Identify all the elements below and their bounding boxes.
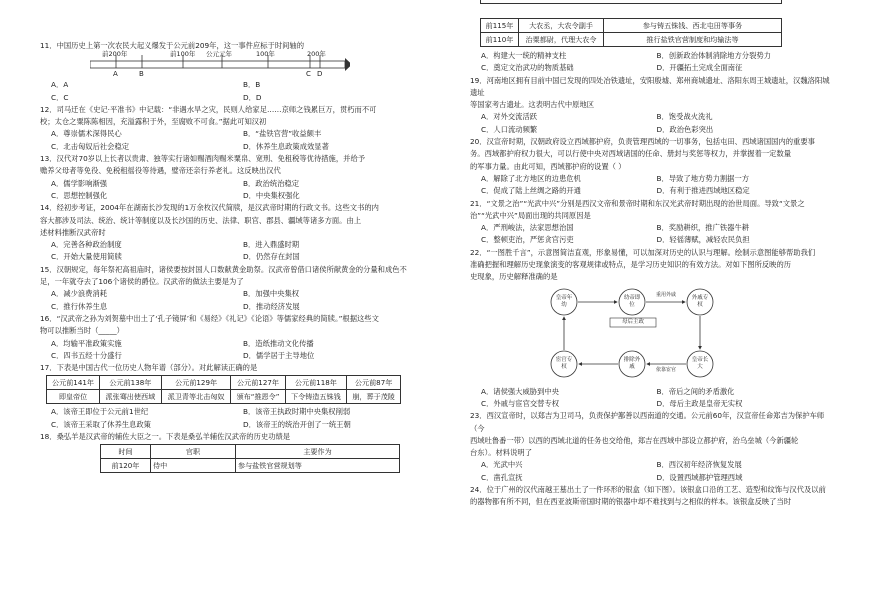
diagram-edge-label: 母后主政 [621,318,644,325]
option-a[interactable]: A．诸侯强大威胁到中央 [481,386,559,396]
option-a[interactable]: A．A [51,80,69,90]
option-a[interactable]: A．均输平准政策实施 [51,338,122,348]
table-cell: 推行盐铁官营制度和均输法等 [604,33,782,47]
option-d[interactable]: D．推动经济发展 [243,301,300,311]
question-18-table [100,444,400,473]
timeline-axis [90,52,350,79]
timeline-bar [90,61,345,68]
option-d[interactable]: D．该帝王的统治开创了一统王朝 [243,419,351,429]
timeline-tick-label: 前100年 [170,50,196,59]
question-20-options [470,173,832,198]
timeline-letter: B [139,70,144,79]
table-cell: 公元前127年 [231,376,285,390]
table-row [481,33,782,47]
table-cell: 下令铸造五铢钱 [285,390,347,404]
option-b[interactable]: B．加强中央集权 [243,289,300,299]
option-a[interactable]: A．对外交流活跃 [481,112,538,122]
option-a[interactable]: A．尊崇儒术深得民心 [51,129,122,139]
question-17-options [40,406,435,431]
question-22-stem: 22．“一图胜千言”，示意图简洁直观，形象易懂，可以加深对历史的认识与理解。绘制示意图能够帮助我们 准确把握和理解历史现象演变的客观规律或特点，是学习历史知识的有效方法。对如下图所反映的历 史现象，历史解释准确的是 [470,247,816,282]
table-cell: 崩，葬于茂陵 [347,390,401,404]
table-header: 官职 [151,445,236,459]
table-cell: 参与铸五铢钱、西北屯田等事务 [604,19,782,33]
diagram-node-label: 宦官专权 [555,356,573,370]
diagram-node-label: 皇帝年幼 [555,294,573,308]
option-b[interactable]: B．西汉初年经济恢复发展 [656,460,742,470]
question-15-options [40,288,435,313]
option-c[interactable]: C．思想控制强化 [51,190,108,200]
question-23-options [470,459,832,484]
table-cell: 派卫青等北击匈奴 [161,390,231,404]
diagram-edge-label: 依靠宦官 [655,366,676,373]
option-b[interactable]: B．造纸推动文化传播 [243,338,314,348]
option-c[interactable]: C．该帝王采取了休养生息政策 [51,419,151,429]
option-a[interactable]: A．解除了北方地区的边患危机 [481,173,581,183]
diagram-node-label: 皇帝长大 [691,356,709,370]
table-cell: 公元前87年 [347,376,401,390]
timeline-letter: A [113,70,118,79]
timeline-tick-label: 前200年 [102,50,128,59]
table-cell: 即皇帝位 [47,390,100,404]
question-22-options [470,386,832,411]
left-column [40,0,435,615]
question-14-stem: 14．经初步考证，2004年在湖南长沙发现的1万余枚汉代简牍，是汉武帝时期的行政文书。这些文书的内 容大都涉及司法、统治、统计等制度以及长沙国的历史、法律、职官、郡县、疆域等诸多方面。由上 述材料推断汉武帝时 [40,203,379,237]
timeline-tick-label: 200年 [307,50,326,59]
table-cell: 前115年 [481,19,519,33]
diagram-node-label: 幼帝即位 [623,294,641,308]
table-cell: 公元前138年 [100,376,162,390]
table-cell: 参与盐铁官营规划等 [236,459,400,473]
option-b[interactable]: B．帝后之间的矛盾激化 [656,386,735,396]
diagram-edge-label: 重用外戚 [655,291,676,298]
option-b[interactable]: B．B [243,80,261,90]
table-header: 时间 [101,445,151,459]
table-cell: 公元前118年 [285,376,347,390]
table-cell: 公元前141年 [47,376,100,390]
option-d[interactable]: D．休养生息政策成效显著 [243,141,329,151]
option-d[interactable]: D．中央集权强化 [243,190,300,200]
option-c[interactable]: C．凿孔宣抚 [481,472,523,482]
question-11-options [40,79,435,104]
option-c[interactable]: C．北击匈奴后社会稳定 [51,141,130,151]
question-13-options [40,178,435,203]
option-a[interactable]: A．光武中兴 [481,460,523,470]
option-b[interactable]: B．“盐铁官营”收益颇丰 [243,129,322,139]
table-cell: 颁布“推恩令” [231,390,285,404]
timeline-tick-label: 100年 [256,50,275,59]
table-header: 主要作为 [236,445,400,459]
table-header-row [101,445,400,459]
diagram-node-label: 外戚专权 [691,294,709,308]
option-d[interactable]: D．仍然存在封国 [243,252,300,262]
question-17-stem: 17．下表是中国古代一位历史人物年谱（部分）。对此解读正确的是 [40,363,258,373]
timeline-arrow-icon [345,58,350,71]
question-12-stem: 12．司马迁在《史记·平准书》中记载：“非遇水旱之灾，民则人给家足……京师之钱累巨万，贯朽而不可 校；太仓之粟陈陈相因，充溢露积于外，至腐败不可食。”据此可知汉初 [40,104,377,127]
option-d[interactable]: D．D [243,92,262,102]
option-c[interactable]: C．C [51,92,69,102]
timeline-letter: C [306,70,311,79]
option-a[interactable]: A．完善各种政治制度 [51,240,122,250]
option-a[interactable]: A．减少浪费消耗 [51,289,108,299]
option-a[interactable]: A．构建大一统的精神支柱 [481,51,567,60]
option-c[interactable]: C．四书五经十分盛行 [51,350,122,360]
option-d[interactable]: D．政治色彩突出 [656,124,714,134]
table-cell: 大农丞，大农令副手 [519,19,604,33]
option-b[interactable]: B．该帝王执政时期中央集权削弱 [243,407,351,417]
question-14-options [40,239,435,264]
option-a[interactable]: A．该帝王即位于公元前1世纪 [51,407,149,417]
question-22-diagram [542,288,742,384]
option-b[interactable]: B．导致了地方势力割据一方 [656,173,750,183]
question-17-table [46,375,401,404]
table-cell: 侍中 [151,459,236,473]
table-row [47,376,401,390]
option-c[interactable]: C．推行休养生息 [51,301,108,311]
question-15-stem: 15．汉朝规定，每年祭祀高祖庙时，诸侯要按封国人口数献黄金助祭。汉武帝曾借口诸侯所献黄金的分量和成色不 足，一年就夺去了106个诸侯的爵位。汉武帝的做法主要是为了 [40,264,407,287]
option-b[interactable]: B．政治统治稳定 [243,178,300,188]
option-a[interactable]: A．严刑峻法，法家思想治国 [481,223,574,233]
question-24-stem: 24．位于广州的汉代南越王墓出土了一件环形的银盒（如下图）。该银盒口沿的工艺、造型和纹饰与汉代及以前 的器物都有所不同，但在西亚波斯帝国时期的银器中却不难找到与之相似的样本。该银盒反映了当时 [470,485,826,507]
option-d[interactable]: D．开疆拓土完成全面南征 [656,63,743,73]
option-d[interactable]: D．有利于推进西域地区稳定 [656,186,750,196]
question-18-options [470,50,832,75]
question-18-stem: 18．桑弘羊是汉武帝的辅佐大臣之一。下表是桑弘羊辅佐汉武帝的历史功绩是 [40,432,291,442]
question-20-stem: 20．汉宣帝时期，汉朝政府设立西域都护府，负责管理西域的一切事务，包括屯田、西域诸国国内的重要事 务。西域都护府权力很大，可以行使中央对西域诸国的任命、册封与奖惩等权力，并掌握着一定数量 的军事力量。由此可知，西域都护府的设置（ ） [470,137,815,171]
option-b[interactable]: B．进入鼎盛时期 [243,240,300,250]
table-cell: 公元前129年 [161,376,231,390]
table-cell: 治粟都尉，代理大农令 [519,33,604,47]
question-21-stem: 21．“文景之治”“光武中兴”分别是西汉文帝和景帝时期和东汉光武帝时期出现的治世局面。导致“文景之 治”“光武中兴”局面出现的共同原因是 [470,198,805,220]
option-b[interactable]: B．饱受战火洗礼 [656,112,713,122]
option-d[interactable]: D．母后主政是皇帝无实权 [656,398,743,408]
table-row [101,459,400,473]
table-row [47,390,401,404]
question-16-stem: 16．“汉武帝之孙为刘贺墓中出土了‘孔子镜屏’和《易经》《礼记》《论语》等儒家经典的简牍。”根据这些文 物可以推断当时（_____） [40,313,379,336]
option-d[interactable]: D．轻徭薄赋，减轻农民负担 [656,235,750,245]
option-c[interactable]: C．促成了陆上丝绸之路的开通 [481,186,581,196]
option-b[interactable]: B．创新政治体制消除地方分裂势力 [656,51,771,60]
question-23-stem: 23．西汉宣帝时，以郑吉为卫司马，负责保护鄯善以西南道的交通。公元前60年，汉宣帝任命郑吉为保护车师（今 西域吐鲁番一带）以西的西域北道的任务也交给他，郑吉在西域中部设立都护府，治乌垒城（今新疆轮 台东）。材料说明了 [470,411,825,458]
timeline-letter: D [317,70,323,79]
option-a[interactable]: A．儒学影响渐强 [51,178,108,188]
diagram-node-label: 排除外戚 [623,356,641,370]
question-19-stem: 19．河南地区拥有目前中国已发现的四处冶铁遗址，安阳殷墟、郑州商城遗址、洛阳东周王城遗址，汉魏洛阳城遗址 等国家考古遗址。这表明古代中原地区 [470,75,830,110]
option-c[interactable]: C．整顿吏治，严惩贪官污吏 [481,235,574,245]
option-c[interactable]: C．人口流动频繁 [481,124,538,134]
timeline-tick-label: 公元元年 [206,50,232,59]
right-column [470,0,832,615]
option-c[interactable]: C．奠定文治武功的物质基础 [481,63,574,73]
option-b[interactable]: B．奖励耕织，推广铁器牛耕 [656,223,750,233]
table-cell: 派张骞出使西域 [100,390,162,404]
option-c[interactable]: C．外戚与宦官交替专权 [481,398,560,408]
question-11-stem: 11．中国历史上第一次农民大起义爆发于公元前209年，这一事件应标于时间轴的 [40,41,305,50]
question-12-options [40,128,435,153]
question-13-stem: 13．汉代对70岁以上长者以贵肃、独等实行诸如赐酒肉赐米粟帛、宽刑、免租税等优待措施，并给予 赡养父母者等免役、免税租徭役等待遇，璧帝还亲行养老礼。这反映出汉代 [40,154,366,176]
option-c[interactable]: C．开始大量使用简牍 [51,252,122,262]
question-16-options [40,338,435,363]
table-cell: 前120年 [101,459,151,473]
question-21-options [470,222,832,247]
question-18-table-continued [480,18,782,47]
option-d[interactable]: D．设置西域都护管理西域 [656,472,743,482]
question-19-options [470,111,832,136]
table-cell: 前110年 [481,33,519,47]
table-continuation-edge [480,0,782,4]
table-row [481,19,782,33]
option-d[interactable]: D．儒学居于主导地位 [243,350,315,360]
